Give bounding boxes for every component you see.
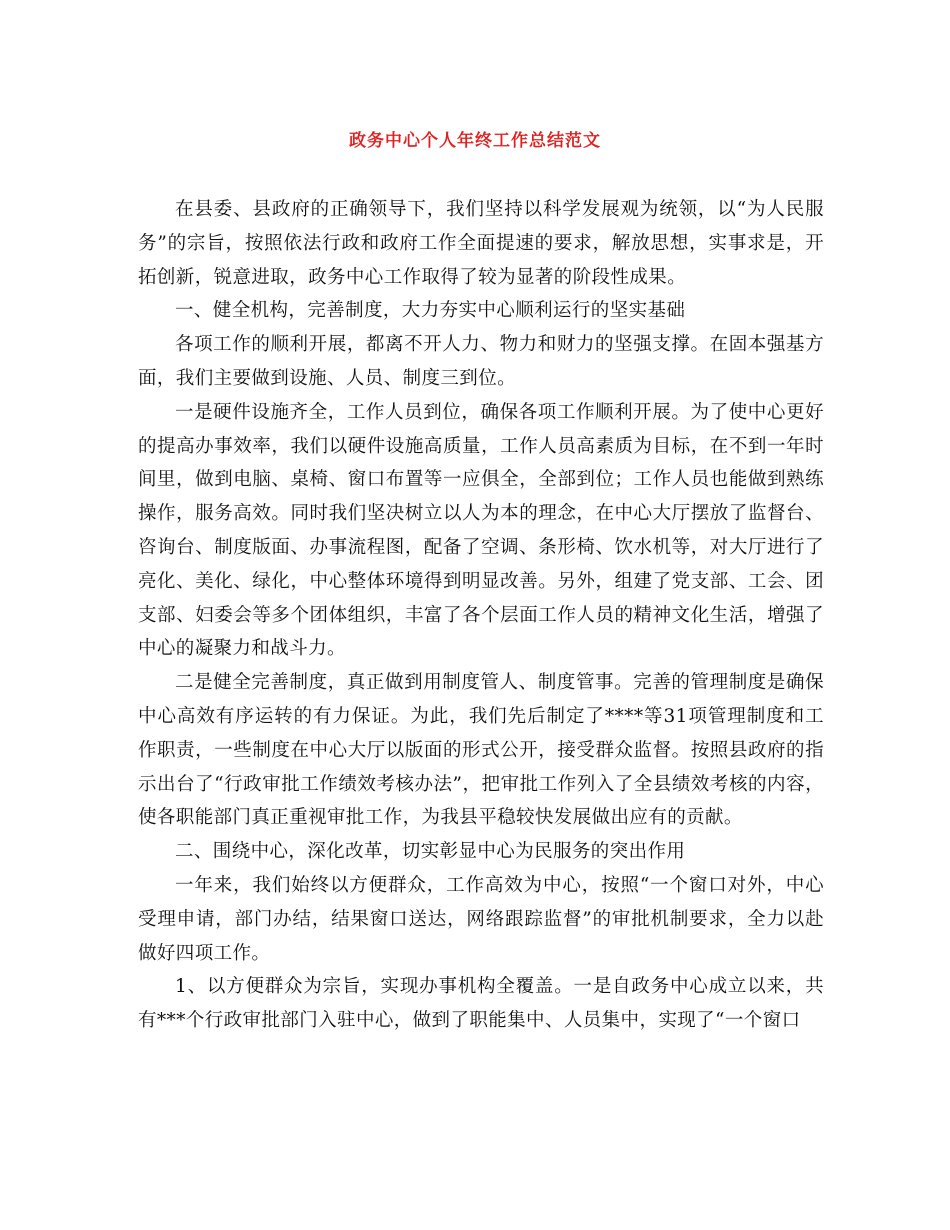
paragraph-foundation: 各项工作的顺利开展，都离不开人力、物力和财力的坚强支撑。在固本强基方面，我们主要做到设施、人员、制度三到位。 (138, 334, 824, 389)
paragraph-year-overview: 一年来，我们始终以方便群众，工作高效为中心，按照“一个窗口对外，中心受理申请，部门办结，结果窗口送达，网络跟踪监督”的审批机制要求，全力以赴做好四项工作。 (138, 874, 824, 964)
document-title: 政务中心个人年终工作总结范文 (349, 131, 601, 151)
paragraph-item-1: 1、以方便群众为宗旨，实现办事机构全覆盖。一是自政务中心成立以来，共有***个行政审批部门入驻中心，做到了职能集中、人员集中，实现了“一个窗口 (138, 976, 824, 1032)
paragraph-intro: 在县委、县政府的正确领导下，我们坚持以科学发展观为统领，以“为人民服务”的宗旨，按照依法行政和政府工作全面提速的要求，解放思想，实事求是，开拓创新，锐意进取，政务中心工作取得了较为显著的阶段性成果。 (138, 199, 824, 288)
document-body (138, 193, 824, 1038)
section-heading-1: 一、健全机构，完善制度，大力夯实中心顺利运行的坚实基础 (175, 300, 686, 322)
section-heading-2: 二、围绕中心，深化改革，切实彰显中心为民服务的突出作用 (175, 841, 686, 863)
paragraph-system: 二是健全完善制度，真正做到用制度管人、制度管事。完善的管理制度是确保中心高效有序运转的有力保证。为此，我们先后制定了****等31项管理制度和工作职责，一些制度在中心大厅以版面的形式公开，接受群众监督。按照县政府的指示出台了“行政审批工作绩效考核办法”，把审批工作列入了全县绩效考核的内容，使各职能部门真正重视审批工作，为我县平稳较快发展做出应有的贡献。 (138, 672, 824, 829)
paragraph-hardware: 一是硬件设施齐全，工作人员到位，确保各项工作顺利开展。为了使中心更好的提高办事效率，我们以硬件设施高质量，工作人员高素质为目标，在不到一年时间里，做到电脑、桌椅、窗口布置等一应俱全，全部到位；工作人员也能做到熟练操作，服务高效。同时我们坚决树立以人为本的理念，在中心大厅摆放了监督台、咨询台、制度版面、办事流程图，配备了空调、条形椅、饮水机等，对大厅进行了亮化、美化、绿化，中心整体环境得到明显改善。另外，组建了党支部、工会、团支部、妇委会等多个团体组织，丰富了各个层面工作人员的精神文化生活，增强了中心的凝聚力和战斗力。 (138, 401, 824, 660)
